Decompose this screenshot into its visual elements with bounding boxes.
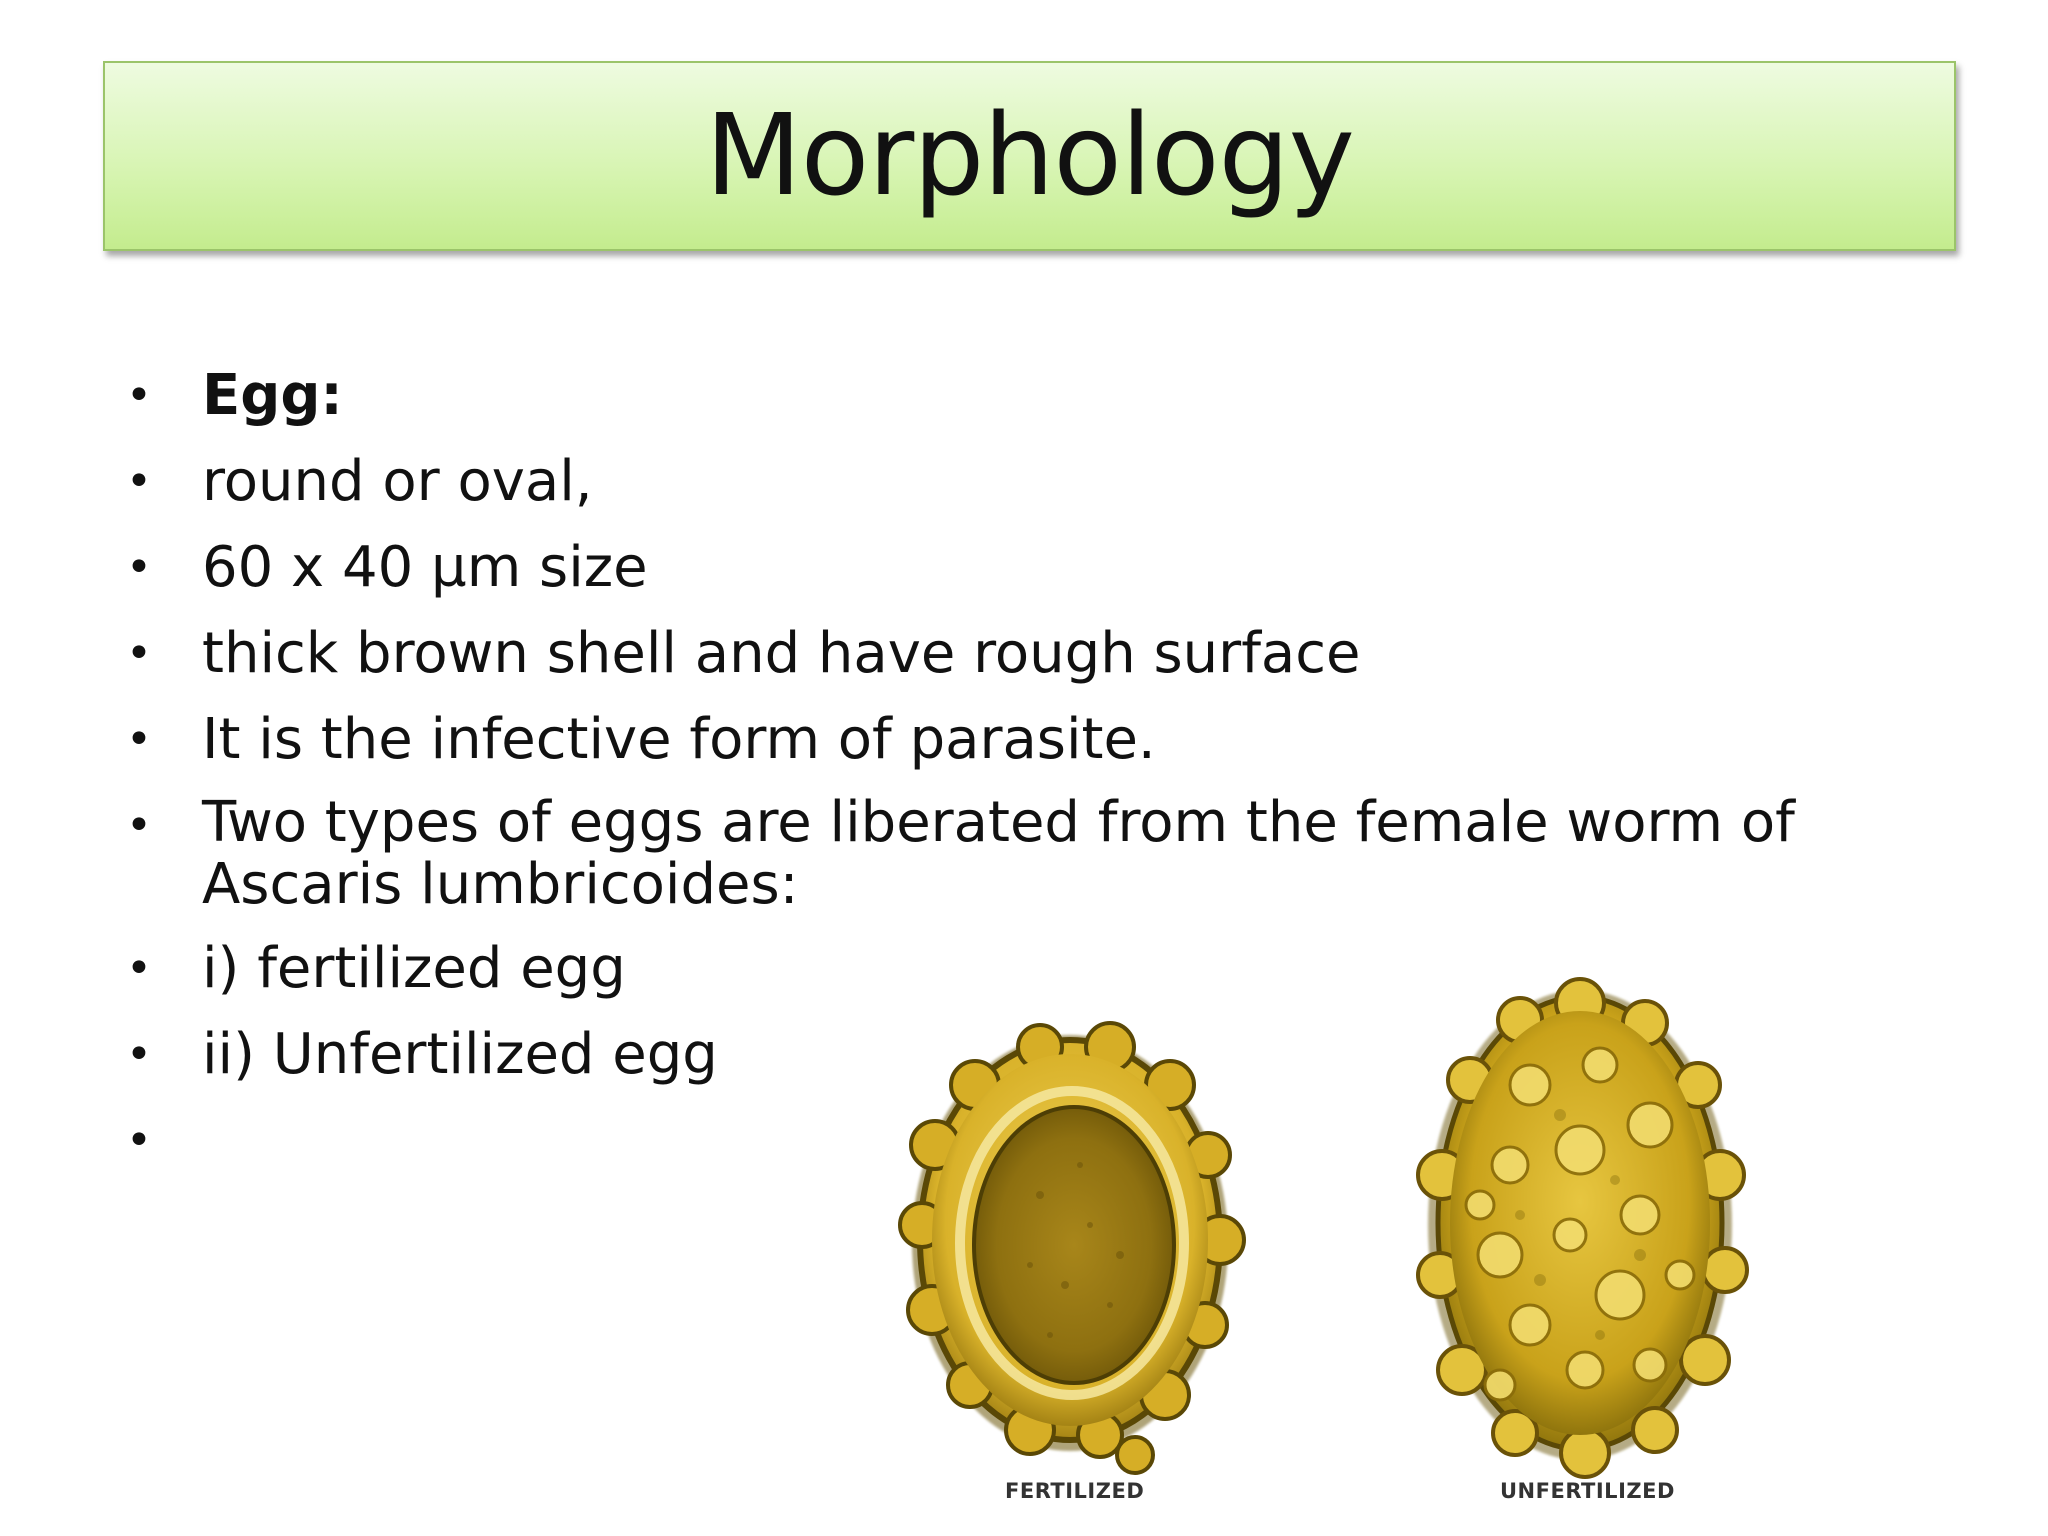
bullet-glyph: • bbox=[126, 943, 152, 994]
bullet-text: ii) Unfertilized egg bbox=[202, 1022, 718, 1087]
bullet-item bbox=[118, 620, 1918, 687]
fertilized-egg-image bbox=[900, 1023, 1244, 1473]
bullet-text: i) fertilized egg bbox=[202, 936, 626, 1001]
bullet-item bbox=[118, 534, 1918, 601]
bullet-text: Two types of eggs are liberated from the female worm of Ascaris lumbricoides: bbox=[202, 790, 1795, 917]
bullet-text: It is the infective form of parasite. bbox=[202, 707, 1156, 772]
bullet-item bbox=[118, 792, 1918, 916]
bullet-glyph: • bbox=[126, 1029, 152, 1080]
bullet-glyph: • bbox=[126, 542, 152, 593]
egg-figure bbox=[880, 975, 1930, 1515]
bullet-text: round or oval, bbox=[202, 449, 593, 514]
bullet-glyph: • bbox=[126, 714, 152, 765]
bullet-text: thick brown shell and have rough surface bbox=[202, 621, 1361, 686]
bullet-glyph: • bbox=[126, 1115, 152, 1166]
bullet-glyph: • bbox=[126, 456, 152, 507]
slide-title-box bbox=[103, 61, 1956, 251]
bullet-glyph: • bbox=[126, 370, 152, 421]
bullet-glyph: • bbox=[126, 800, 152, 851]
slide-title: Morphology bbox=[705, 91, 1354, 221]
unfertilized-caption: UNFERTILIZED bbox=[1500, 1479, 1675, 1503]
fertilized-caption: FERTILIZED bbox=[1005, 1479, 1145, 1503]
unfertilized-egg-image bbox=[1418, 979, 1747, 1477]
bullet-text: 60 x 40 µm size bbox=[202, 535, 648, 600]
bullet-glyph: • bbox=[126, 628, 152, 679]
bullet-item bbox=[118, 706, 1918, 773]
egg-illustration bbox=[880, 975, 1930, 1515]
bullet-item bbox=[118, 448, 1918, 515]
bullet-item bbox=[118, 362, 1918, 429]
bullet-text: Egg: bbox=[202, 363, 343, 428]
